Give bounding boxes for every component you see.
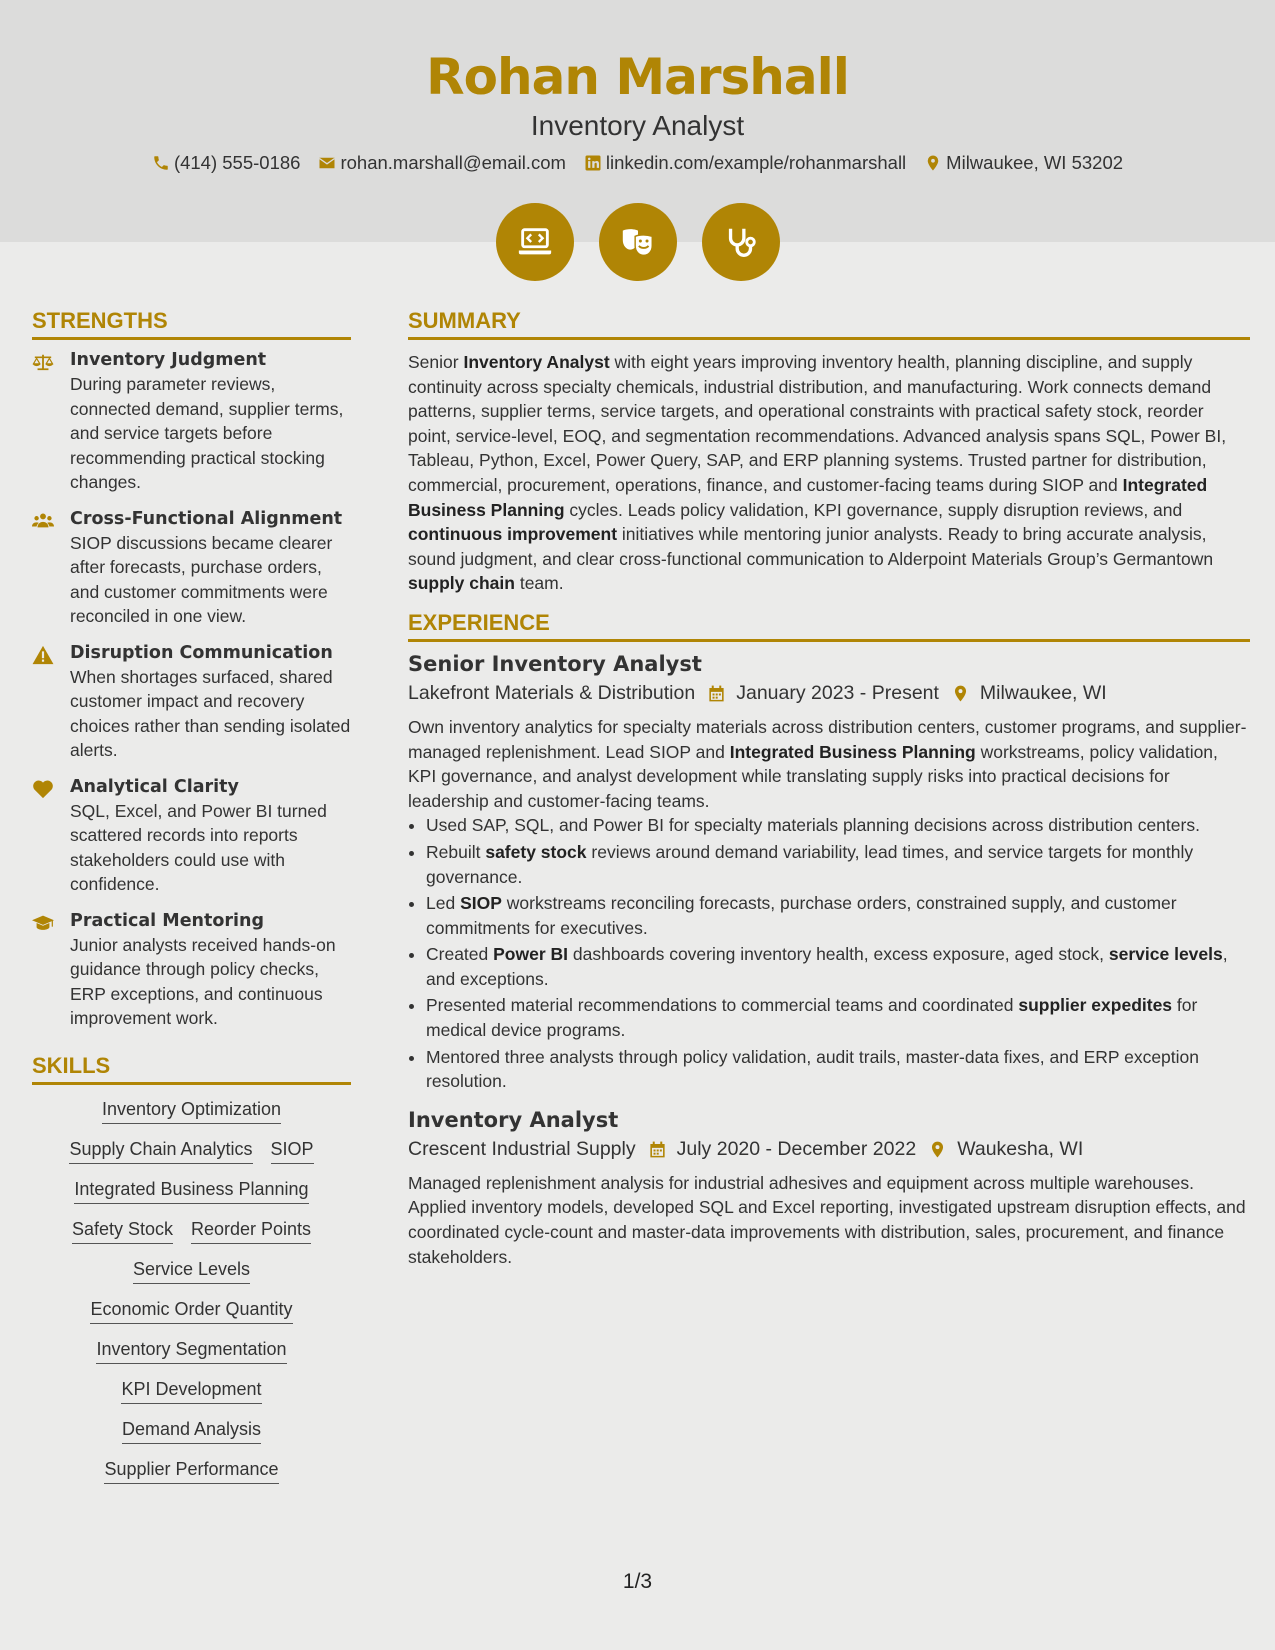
contact-linkedin[interactable] (584, 152, 906, 174)
contact-phone[interactable] (152, 152, 301, 174)
contact-phone-text: (414) 555-0186 (173, 152, 301, 173)
strength-title: Disruption Communication (70, 642, 333, 663)
strength-item (32, 509, 351, 629)
job-description: Managed replenishment analysis for industrial adhesives and equipment across multiple warehouses. Applied inventory models, developed SQL and Excel reporting, investigated upstream disruption effects, and coordinated cycle-count and master-data improvements with distribution, sales, procurement, and finance stakeholders. (408, 1172, 1246, 1267)
job-bullet: • Used SAP, SQL, and Power BI for specialty materials planning decisions across distribution centers. (426, 813, 1250, 838)
stethoscope-badge (702, 203, 780, 281)
map-marker-icon (924, 154, 942, 172)
skill-tag: Service Levels (133, 1259, 250, 1284)
candidate-title: Inventory Analyst (530, 110, 745, 141)
contact-email[interactable] (318, 152, 565, 174)
job-title: Inventory Analyst (408, 1107, 619, 1132)
skill-tag: Inventory Optimization (102, 1099, 281, 1124)
job-company: Lakefront Materials & Distribution (408, 681, 696, 704)
job-entry (408, 1108, 1250, 1269)
strength-text: Junior analysts received hands-on guidance through policy checks, ERP exceptions, and continuous improvement work. (70, 934, 336, 1028)
interest-badges (0, 203, 1275, 281)
laptop-code-icon (516, 223, 554, 261)
strength-text: SQL, Excel, and Power BI turned scattered records into reports stakeholders could use with confidence. (70, 800, 327, 894)
bold-keyword: supply chain (408, 573, 515, 594)
strength-text: During parameter reviews, connected demand, supplier terms, and service targets before recommending practical stocking changes. (70, 374, 344, 492)
job-description: Own inventory analytics for specialty materials across distribution centers, customer programs, and supplier-managed replenishment. Lead SIOP and Integrated Business Planning workstreams, policy validation, KPI governance, and analyst development while translating supply risks into practical decisions for leadership and customer-facing teams. (408, 716, 1247, 811)
job-location: Waukesha, WI (957, 1137, 1084, 1160)
contact-linkedin-text: linkedin.com/example/rohanmarshall (605, 152, 907, 173)
bold-keyword: safety stock (485, 841, 587, 862)
graduation-cap-icon (32, 913, 54, 933)
contact-email-text: rohan.marshall@email.com (340, 152, 566, 173)
strength-item (32, 643, 351, 763)
job-company: Crescent Industrial Supply (408, 1137, 636, 1160)
job-entry (408, 652, 1250, 1094)
skill-tag: Supply Chain Analytics (69, 1139, 252, 1164)
job-location: Milwaukee, WI (979, 681, 1107, 704)
job-bullet: • Led SIOP workstreams reconciling forecasts, purchase orders, constrained supply, and customer commitments for executives. (426, 891, 1250, 940)
skill-tag: Supplier Performance (104, 1459, 278, 1484)
strength-item (32, 777, 351, 897)
skill-tag: KPI Development (121, 1379, 261, 1404)
bold-keyword: service levels (1108, 944, 1223, 965)
summary-heading: SUMMARY (408, 308, 1250, 340)
left-column (32, 308, 351, 1484)
map-marker-icon (928, 1140, 947, 1159)
laptop-code-badge (496, 203, 574, 281)
bold-keyword: continuous improvement (408, 524, 618, 545)
strength-text: SIOP discussions became clearer after forecasts, purchase orders, and customer commitments were reconciled in one view. (70, 532, 333, 626)
calendar-icon (707, 684, 726, 703)
job-title: Senior Inventory Analyst (408, 651, 702, 676)
calendar-icon (648, 1140, 667, 1159)
bold-keyword: Integrated Business Planning (729, 741, 976, 762)
strength-text: When shortages surfaced, shared customer impact and recovery choices rather than sending isolated alerts. (70, 666, 351, 760)
phone-icon (152, 154, 170, 172)
skill-tag: Safety Stock (72, 1219, 173, 1244)
envelope-icon (318, 154, 336, 172)
strengths-list (32, 350, 351, 1031)
theater-masks-icon (619, 223, 657, 261)
strength-title: Inventory Judgment (70, 350, 267, 370)
theater-masks-badge (599, 203, 677, 281)
strength-item (32, 911, 351, 1031)
contact-bar (0, 152, 1275, 174)
linkedin-icon (584, 154, 602, 172)
bold-keyword: Power BI (493, 944, 569, 965)
skill-tag: Demand Analysis (122, 1419, 261, 1444)
skill-tag: Inventory Segmentation (96, 1339, 286, 1364)
summary-text: Senior Inventory Analyst with eight years improving inventory health, planning discipline, and supply continuity across specialty chemicals, industrial distribution, and manufacturing. Work connects demand patterns, supplier terms, service targets, and operational constraints with practical safety stock, reorder point, service-level, EOQ, and segmentation recommendations. Advanced analysis spans SQL, Power BI, Tableau, Python, Excel, Power Query, SAP, and ERP planning systems. Trusted partner for distribution, commercial, procurement, operations, finance, and customer-facing teams during SIOP and Integrated Business Planning cycles. Leads policy validation, KPI governance, supply disruption reviews, and continuous improvement initiatives while mentoring junior analysts. Ready to bring accurate analysis, sound judgment, and clear cross-functional communication to Alderpoint Materials Group’s Germantown supply chain team. (408, 352, 1227, 594)
strength-item (32, 350, 351, 495)
candidate-name: Rohan Marshall (426, 48, 849, 106)
bold-keyword: supplier expedites (1018, 995, 1173, 1016)
skills-heading: SKILLS (32, 1053, 351, 1085)
warning-icon (32, 645, 54, 665)
job-bullets (426, 813, 1250, 1094)
strength-title: Analytical Clarity (70, 776, 239, 797)
bold-keyword: Integrated Business Planning (408, 474, 1208, 520)
job-meta (408, 682, 1250, 705)
stethoscope-icon (722, 223, 760, 261)
job-bullet: • Mentored three analysts through policy validation, audit trails, master-data fixes, and ERP exception resolution. (426, 1045, 1250, 1094)
contact-location (924, 152, 1123, 174)
right-column (408, 308, 1250, 1269)
job-meta (408, 1138, 1250, 1161)
job-bullet: • Created Power BI dashboards covering inventory health, excess exposure, aged stock, service levels, and exceptions. (426, 942, 1250, 991)
strengths-heading: STRENGTHS (32, 308, 351, 340)
skill-tag: Integrated Business Planning (74, 1179, 308, 1204)
contact-location-text: Milwaukee, WI 53202 (946, 152, 1124, 173)
balance-scale-icon (32, 352, 54, 372)
heart-icon (32, 779, 54, 799)
job-bullet: • Presented material recommendations to commercial teams and coordinated supplier expedites for medical device programs. (426, 993, 1250, 1042)
skill-tag: SIOP (271, 1139, 314, 1164)
strength-title: Practical Mentoring (70, 910, 265, 931)
bold-keyword: SIOP (460, 893, 502, 914)
skill-tag: Reorder Points (191, 1219, 311, 1244)
job-bullet: • Rebuilt safety stock reviews around demand variability, lead times, and service targets for monthly governance. (426, 840, 1250, 889)
experience-heading: EXPERIENCE (408, 610, 1250, 642)
users-icon (32, 511, 54, 531)
map-marker-icon (951, 684, 970, 703)
page-number: 1/3 (622, 1570, 653, 1593)
strength-title: Cross-Functional Alignment (70, 508, 343, 529)
job-dates: July 2020 - December 2022 (676, 1137, 917, 1160)
skills-list (32, 1099, 351, 1484)
skill-tag: Economic Order Quantity (90, 1299, 292, 1324)
job-dates: January 2023 - Present (736, 681, 939, 704)
bold-keyword: Inventory Analyst (463, 352, 610, 372)
